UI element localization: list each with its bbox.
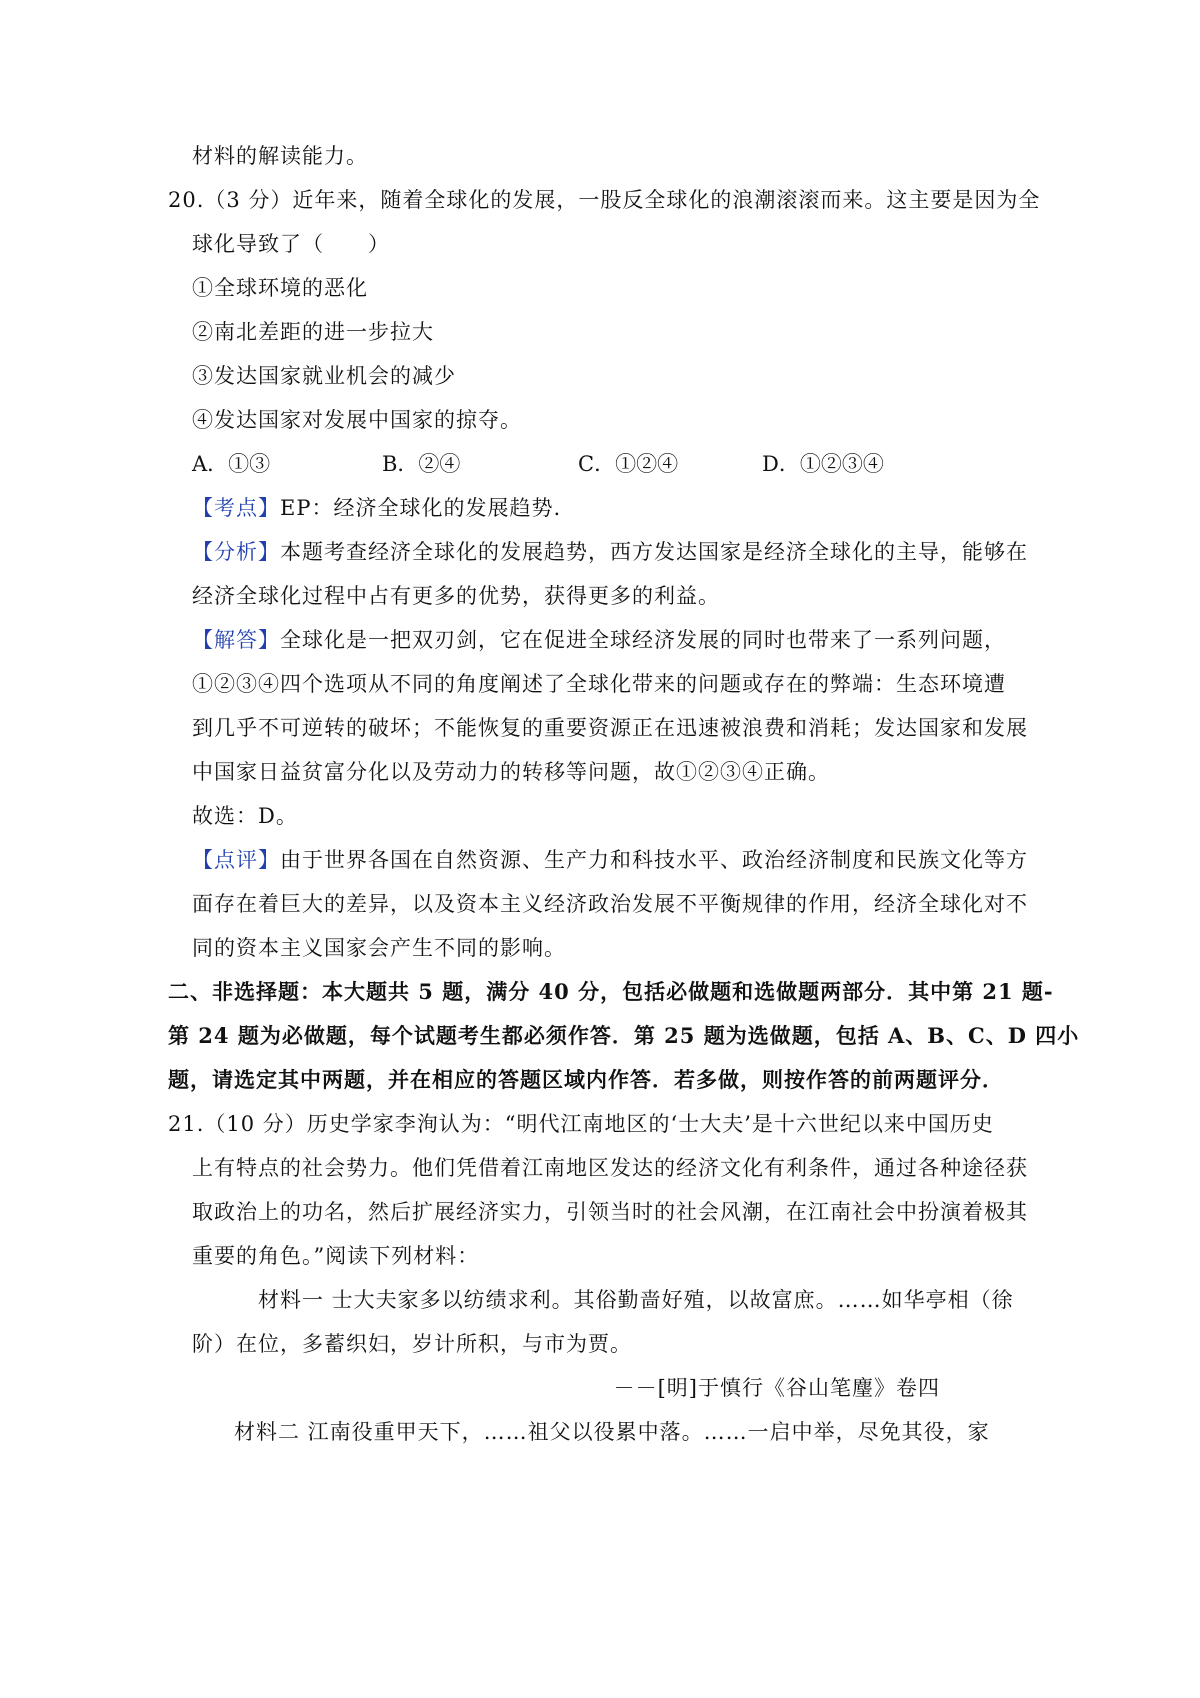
section2-heading-line2: 第 24 题为必做题，每个试题考生都必须作答．第 25 题为选做题，包括 A、B、C、D 四小 — [168, 1023, 1080, 1048]
dianping-text-1: 由于世界各国在自然资源、生产力和科技水平、政治经济制度和民族文化等方 — [280, 848, 1028, 872]
q21-stem-line4: 重要的角色。”阅读下列材料： — [192, 1244, 480, 1268]
q20-fenxi-line1 — [192, 538, 1028, 566]
q20-item-3: ③发达国家就业机会的减少 — [192, 364, 456, 388]
q20-jieda-line2: ①②③④四个选项从不同的角度阐述了全球化带来的问题或存在的弊端：生态环境遭 — [192, 672, 1006, 696]
q20-option-b: B．②④ — [382, 452, 461, 476]
section2-heading-line1: 二、非选择题：本大题共 5 题，满分 40 分，包括必做题和选做题两部分．其中第 21 题- — [168, 979, 1054, 1004]
jieda-text-1: 全球化是一把双刃剑，它在促进全球经济发展的同时也带来了一系列问题， — [280, 628, 1006, 652]
q20-stem-line1: 20.（3 分）近年来，随着全球化的发展，一股反全球化的浪潮滚滚而来。这主要是因为全 — [168, 188, 1041, 212]
q20-option-c: C．①②④ — [578, 452, 679, 476]
section2-heading-line3: 题，请选定其中两题，并在相应的答题区域内作答．若多做，则按作答的前两题评分． — [168, 1067, 1004, 1092]
q21-material2-line1: 材料二 江南役重甲天下，……祖父以役累中落。……一启中举，尽免其役，家 — [234, 1420, 990, 1444]
q20-item-2: ②南北差距的进一步拉大 — [192, 320, 434, 344]
q20-jieda-line3: 到几乎不可逆转的破坏；不能恢复的重要资源正在迅速被浪费和消耗；发达国家和发展 — [192, 716, 1028, 740]
q20-item-4: ④发达国家对发展中国家的掠夺。 — [192, 408, 522, 432]
q21-stem-line2: 上有特点的社会势力。他们凭借着江南地区发达的经济文化有利条件，通过各种途径获 — [192, 1156, 1028, 1180]
q20-dianping-line2: 面存在着巨大的差异，以及资本主义经济政治发展不平衡规律的作用，经济全球化对不 — [192, 892, 1028, 916]
fenxi-text-1: 本题考查经济全球化的发展趋势，西方发达国家是经济全球化的主导，能够在 — [280, 540, 1028, 564]
dianping-tag: 【点评】 — [192, 848, 280, 872]
q21-material1-source: －－[明]于慎行《谷山笔麈》卷四 — [613, 1376, 940, 1400]
q20-option-a: A．①③ — [192, 452, 271, 476]
q20-stem-line2: 球化导致了（ ） — [192, 232, 390, 256]
kaodian-tag: 【考点】 — [192, 496, 280, 520]
fenxi-tag: 【分析】 — [192, 540, 280, 564]
q20-option-d: D．①②③④ — [762, 452, 884, 476]
jieda-tag: 【解答】 — [192, 628, 280, 652]
q20-dianping-line1 — [192, 846, 1028, 874]
q20-fenxi-line2: 经济全球化过程中占有更多的优势，获得更多的利益。 — [192, 584, 720, 608]
q21-material1-line1: 材料一 士大夫家多以纺绩求利。其俗勤啬好殖，以故富庶。……如华亭相（徐 — [258, 1288, 1014, 1312]
q20-kaodian-line — [192, 494, 561, 522]
q21-stem-line1: 21.（10 分）历史学家李洵认为：“明代江南地区的‘士大夫’是十六世纪以来中国历史 — [168, 1112, 994, 1136]
q20-jieda-line4: 中国家日益贫富分化以及劳动力的转移等问题，故①②③④正确。 — [192, 760, 830, 784]
q21-stem-line3: 取政治上的功名，然后扩展经济实力，引领当时的社会风潮，在江南社会中扮演着极其 — [192, 1200, 1028, 1224]
q20-item-1: ①全球环境的恶化 — [192, 276, 368, 300]
q21-material1-line2: 阶）在位，多蓄织妇，岁计所积，与市为贾。 — [192, 1332, 632, 1356]
previous-analysis-fragment: 材料的解读能力。 — [192, 144, 368, 168]
q20-answer: 故选：D。 — [192, 804, 298, 828]
q20-dianping-line3: 同的资本主义国家会产生不同的影响。 — [192, 936, 566, 960]
kaodian-text: EP：经济全球化的发展趋势. — [280, 496, 562, 520]
q20-jieda-line1 — [192, 626, 1006, 654]
